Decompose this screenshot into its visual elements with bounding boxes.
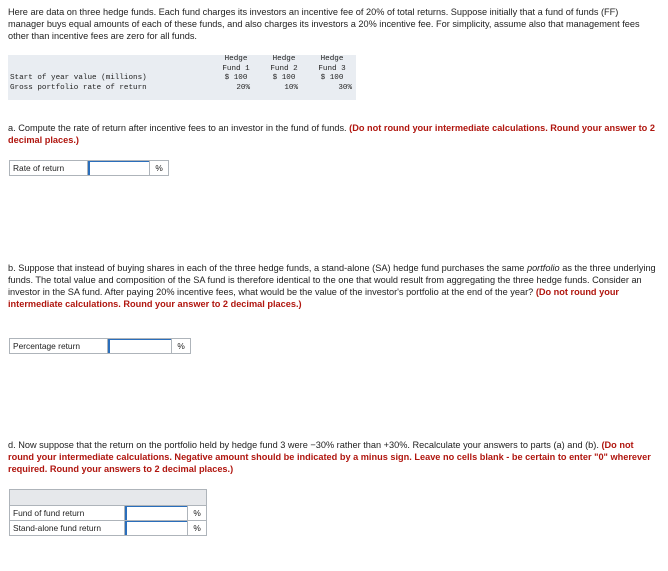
gross-return-fund-1: 20% <box>236 83 250 92</box>
hedge-fund-data-table <box>8 55 356 100</box>
gross-return-fund-3: 30% <box>338 83 352 92</box>
part-b-question <box>8 262 656 310</box>
part-b-italic: portfolio <box>526 263 560 273</box>
row-label-gross-return: Gross portfolio rate of return <box>10 83 147 92</box>
part-d-answer-table <box>9 489 207 536</box>
header-fund-1-line-1: Hedge <box>224 55 248 63</box>
part-b-text-2: as the three underlying funds. The total value and composition of the SA fund is therefore identical to the one that would result from aggregating the three hedge funds. Consider an investor in the SA fund. After paying 20% incentive fees, what would be the value of the investor's portfolio at the end of the year? <box>8 263 656 297</box>
part-a-answer-table <box>9 160 169 176</box>
part-d-instructions: (Do not round your intermediate calculations. Negative amount should be indicated by a minus sign. Leave no cells blank - be certain to enter "0" wherever required. Round your answers to 2 decimal places.) <box>8 440 651 474</box>
part-a-question <box>8 122 656 146</box>
percent-unit: % <box>188 506 207 521</box>
rate-of-return-input[interactable] <box>88 161 149 175</box>
start-value-fund-2: $ 100 <box>272 74 296 82</box>
part-a-instructions: (Do not round your intermediate calculations. Round your answer to 2 decimal places.) <box>8 123 655 145</box>
part-a-text: a. Compute the rate of return after incentive fees to an investor in the fund of funds. <box>8 123 347 133</box>
header-fund-2-line-1: Hedge <box>272 55 296 63</box>
header-fund-3-line-1: Hedge <box>320 55 344 63</box>
part-b-instructions: (Do not round your intermediate calculations. Round your answer to 2 decimal places.) <box>8 287 620 309</box>
part-b-answer-table <box>9 338 191 354</box>
stand-alone-fund-return-label: Stand-alone fund return <box>10 521 125 536</box>
fund-of-fund-return-input[interactable] <box>125 506 187 520</box>
part-b-text-1: b. Suppose that instead of buying shares in each of the three hedge funds, a stand-alone (SA) hedge fund purchases the same <box>8 263 525 273</box>
rate-of-return-label: Rate of return <box>10 161 88 176</box>
percentage-return-label: Percentage return <box>10 339 108 354</box>
percent-unit: % <box>188 521 207 536</box>
gross-return-fund-2: 10% <box>284 83 298 92</box>
percentage-return-input[interactable] <box>108 339 171 353</box>
header-fund-1-line-2: Fund 1 <box>222 64 250 73</box>
start-value-fund-3: $ 100 <box>320 74 344 82</box>
percent-unit: % <box>150 161 169 176</box>
intro-text: Here are data on three hedge funds. Each fund charges its investors an incentive fee of 20% of total returns. Suppose initially that a fund of funds (FF) manager buys equal amounts of each of these funds, and also charges its investors a 20% incentive fee. For simplicity, assume also that management fees other than incentive fees are zero for all funds. <box>8 7 640 41</box>
part-d-question <box>8 439 656 475</box>
header-fund-3-line-2: Fund 3 <box>318 64 346 73</box>
header-fund-2-line-2: Fund 2 <box>270 64 298 73</box>
stand-alone-fund-return-input[interactable] <box>125 521 187 535</box>
start-value-fund-1: $ 100 <box>224 74 248 82</box>
part-d-text: d. Now suppose that the return on the portfolio held by hedge fund 3 were −30% rather than +30%. Recalculate your answers to parts (a) and (b). <box>8 440 599 450</box>
fund-of-fund-return-label: Fund of fund return <box>10 506 125 521</box>
row-label-start-value: Start of year value (millions) <box>10 74 147 82</box>
percent-unit: % <box>172 339 191 354</box>
